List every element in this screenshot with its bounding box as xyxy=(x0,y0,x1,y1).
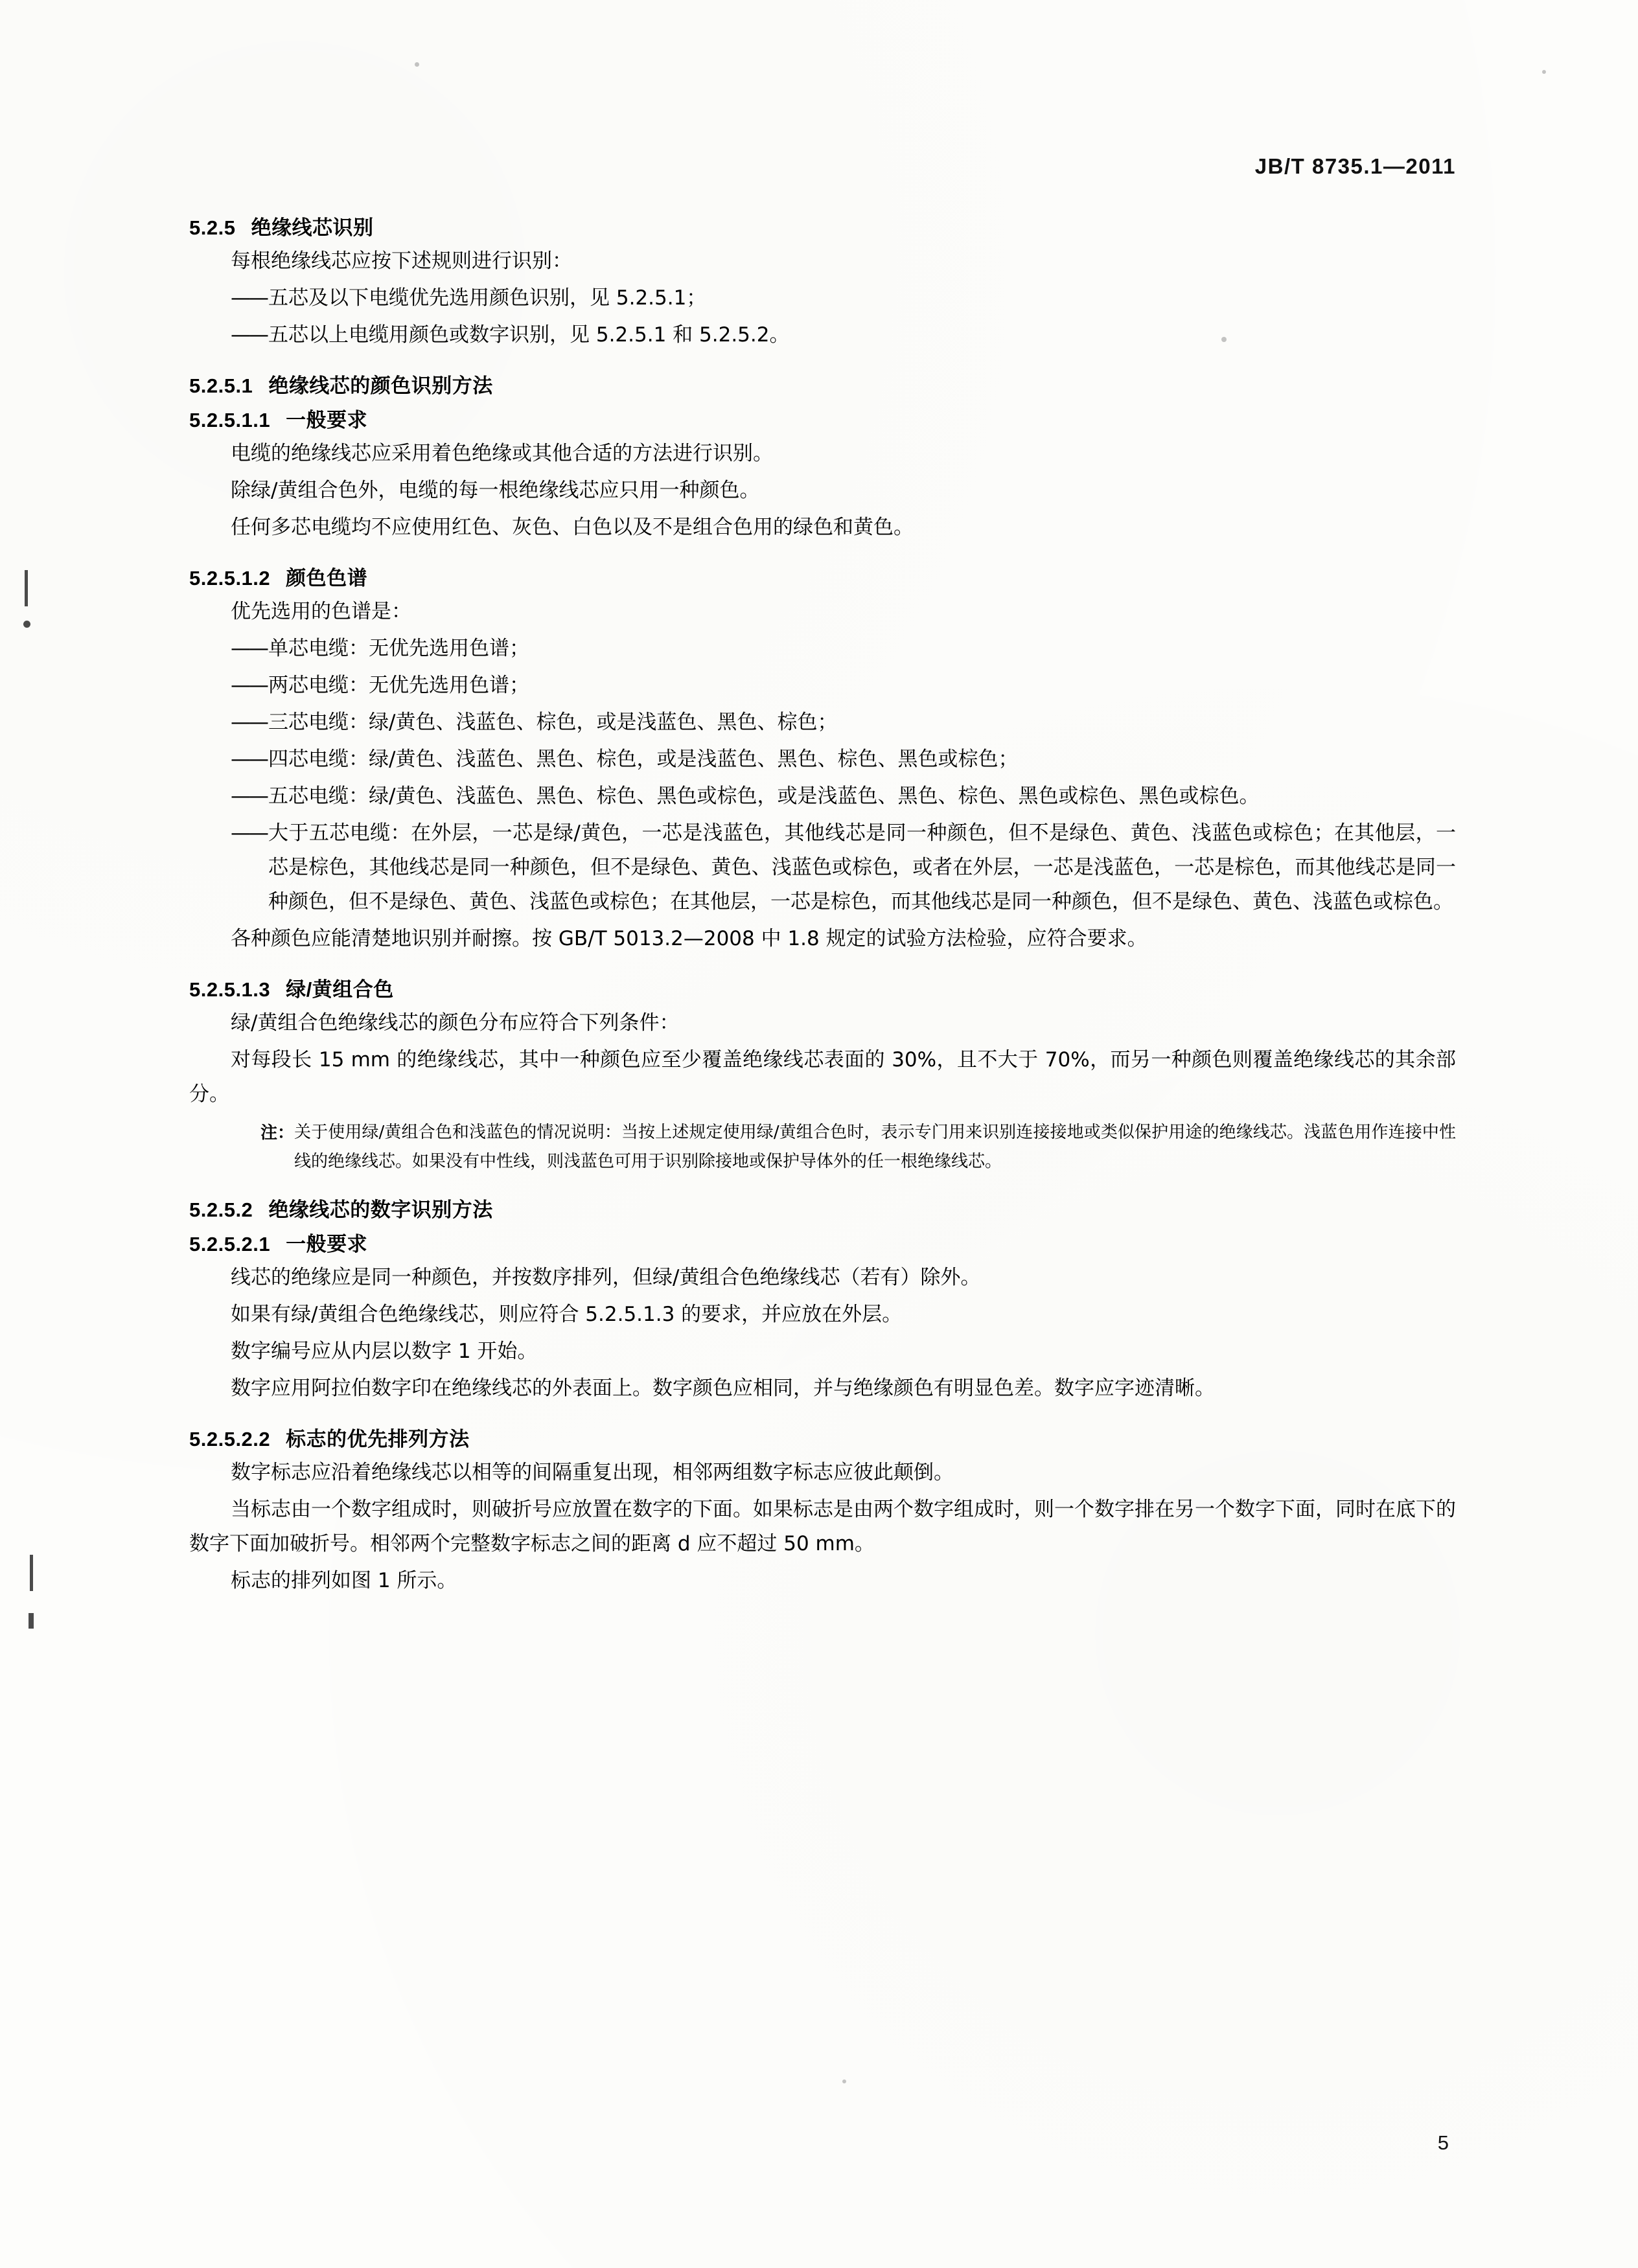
list-item-body: 在外层，一芯是绿/黄色，一芯是浅蓝色，其他线芯是同一种颜色，但不是绿色、黄色、浅蓝色或棕色；在其他层，一芯是棕色，其他线芯是同一种颜色，但不是绿色、黄色、浅蓝色或棕色，或者在外层，一芯是浅蓝色，一芯是棕色，而其他线芯是同一种颜色，但不是绿色、黄色、浅蓝色或棕色；在其他层，一芯是棕色，而其他线芯是同一种颜色，但不是绿色、黄色、浅蓝色或棕色。 xyxy=(268,821,1456,913)
scan-speck xyxy=(1542,70,1546,74)
list-item-lead: 两芯电缆： xyxy=(268,674,369,697)
heading-5-2-5-1-3 xyxy=(189,973,1456,1002)
dash-marker: —— xyxy=(231,711,267,734)
list-item-body: 绿/黄色、浅蓝色、黑色、棕色、黑色或棕色，或是浅蓝色、黑色、棕色、黑色或棕色、黑色或棕色。 xyxy=(369,785,1260,808)
paragraph: 如果有绿/黄组合色绝缘线芯，则应符合 5.2.5.1.3 的要求，并应放在外层。 xyxy=(231,1303,903,1326)
heading-title: 绝缘线芯的数字识别方法 xyxy=(268,1198,493,1221)
paragraph: 电缆的绝缘线芯应采用着色绝缘或其他合适的方法进行识别。 xyxy=(231,442,773,465)
heading-title: 标志的优先排列方法 xyxy=(286,1428,470,1450)
paragraph: 除绿/黄组合色外，电缆的每一根绝缘线芯应只用一种颜色。 xyxy=(231,479,760,502)
list-item-text xyxy=(268,779,1456,814)
list-item xyxy=(189,816,1456,919)
binding-dot-upper xyxy=(23,621,30,628)
paragraph: 数字应用阿拉伯数字印在绝缘线芯的外表面上。数字颜色应相同，并与绝缘颜色有明显色差。数字应字迹清晰。 xyxy=(231,1377,1215,1400)
dash-marker: —— xyxy=(231,286,267,310)
paragraph: 标志的排列如图 1 所示。 xyxy=(231,1569,457,1592)
paragraph: 任何多芯电缆均不应使用红色、灰色、白色以及不是组合色用的绿色和黄色。 xyxy=(231,516,914,539)
list-item xyxy=(189,779,1456,814)
list-item-text xyxy=(268,742,1456,777)
heading-number: 5.2.5.1 xyxy=(189,374,253,397)
list-item-body: 无优先选用色谱； xyxy=(369,674,529,697)
list-item-body: 绿/黄色、浅蓝色、黑色、棕色，或是浅蓝色、黑色、棕色、黑色或棕色； xyxy=(369,748,1019,771)
list-item xyxy=(189,742,1456,777)
page-header xyxy=(189,148,1456,194)
heading-title: 一般要求 xyxy=(286,409,368,431)
list-item-lead: 单芯电缆： xyxy=(268,637,369,660)
heading-title: 绿/黄组合色 xyxy=(286,978,394,1001)
heading-number: 5.2.5.1.3 xyxy=(189,978,271,1001)
heading-number: 5.2.5.1.1 xyxy=(189,409,271,431)
heading-title: 绝缘线芯的颜色识别方法 xyxy=(268,374,493,397)
heading-5-2-5-2-2 xyxy=(189,1423,1456,1452)
list-item-text xyxy=(268,669,1456,703)
list-item-lead: 四芯电缆： xyxy=(268,748,369,771)
dash-marker: —— xyxy=(231,785,267,808)
dash-marker: —— xyxy=(231,637,267,660)
list-item-body: 绿/黄色、浅蓝色、棕色，或是浅蓝色、黑色、棕色； xyxy=(369,711,838,734)
list-item-lead: 大于五芯电缆： xyxy=(268,821,411,845)
paragraph: 各种颜色应能清楚地识别并耐擦。按 GB/T 5013.2—2008 中 1.8 规定的试验方法检验，应符合要求。 xyxy=(231,927,1148,950)
list-item-text: 五芯及以下电缆优先选用颜色识别，见 5.2.5.1； xyxy=(268,286,707,310)
dash-marker: —— xyxy=(231,821,267,845)
paragraph: 线芯的绝缘应是同一种颜色，并按数序排列，但绿/黄组合色绝缘线芯（若有）除外。 xyxy=(231,1266,981,1289)
page-content xyxy=(189,148,1456,1598)
list-item xyxy=(189,705,1456,740)
heading-title: 颜色色谱 xyxy=(286,567,368,590)
heading-number: 5.2.5.1.2 xyxy=(189,567,271,590)
paragraph: 数字编号应从内层以数字 1 开始。 xyxy=(231,1340,538,1363)
paragraph: 数字标志应沿着绝缘线芯以相等的间隔重复出现，相邻两组数字标志应彼此颠倒。 xyxy=(231,1461,954,1484)
paragraph: 绿/黄组合色绝缘线芯的颜色分布应符合下列条件： xyxy=(231,1011,680,1035)
scan-speck xyxy=(842,2079,846,2083)
paragraph: 对每段长 15 mm 的绝缘线芯，其中一种颜色应至少覆盖绝缘线芯表面的 30%，且不大于 70%，而另一种颜色则覆盖绝缘线芯的其余部分。 xyxy=(189,1048,1456,1106)
heading-5-2-5-1 xyxy=(189,369,1456,398)
dash-marker: —— xyxy=(231,674,267,697)
heading-title: 绝缘线芯识别 xyxy=(251,216,374,239)
heading-number: 5.2.5 xyxy=(189,216,236,239)
list-item-lead: 五芯电缆： xyxy=(268,785,369,808)
paragraph: 优先选用的色谱是： xyxy=(231,600,411,623)
paragraph: 当标志由一个数字组成时，则破折号应放置在数字的下面。如果标志是由两个数字组成时，则一个数字排在另一个数字下面，同时在底下的数字下面加破折号。相邻两个完整数字标志之间的距离 d 应不超过 50 mm。 xyxy=(189,1498,1456,1555)
list-item xyxy=(189,318,1456,352)
list-item-text xyxy=(268,705,1456,740)
list-item-text: 五芯以上电缆用颜色或数字识别，见 5.2.5.1 和 5.2.5.2。 xyxy=(268,323,790,347)
binding-dot-lower xyxy=(29,1613,34,1629)
list-item-body: 无优先选用色谱； xyxy=(369,637,529,660)
heading-5-2-5 xyxy=(189,211,1456,240)
list-item-text xyxy=(268,816,1456,919)
heading-number: 5.2.5.2 xyxy=(189,1198,253,1221)
page-number: 5 xyxy=(1437,2131,1449,2154)
dash-marker: —— xyxy=(231,323,267,347)
binding-mark-lower xyxy=(30,1555,33,1591)
heading-number: 5.2.5.2.1 xyxy=(189,1233,271,1255)
note-text: 关于使用绿/黄组合色和浅蓝色的情况说明：当按上述规定使用绿/黄组合色时，表示专门用来识别连接接地或类似保护用途的绝缘线芯。浅蓝色用作连接中性线的绝缘线芯。如果没有中性线，则浅蓝色可用于识别除接地或保护导体外的任一根绝缘线芯。 xyxy=(294,1123,1456,1171)
list-item-text xyxy=(268,632,1456,666)
heading-5-2-5-1-1 xyxy=(189,404,1456,433)
note-block xyxy=(189,1118,1456,1176)
list-item xyxy=(189,632,1456,666)
heading-5-2-5-2 xyxy=(189,1193,1456,1222)
binding-mark-upper xyxy=(25,570,28,606)
scan-speck xyxy=(415,62,419,67)
list-item xyxy=(189,281,1456,315)
paragraph: 每根绝缘线芯应按下述规则进行识别： xyxy=(231,249,572,273)
dash-marker: —— xyxy=(231,748,267,771)
list-item-lead: 三芯电缆： xyxy=(268,711,369,734)
note-label: 注： xyxy=(260,1123,295,1142)
heading-5-2-5-1-2 xyxy=(189,562,1456,591)
heading-title: 一般要求 xyxy=(286,1233,368,1255)
standard-code: JB/T 8735.1—2011 xyxy=(1254,154,1456,178)
heading-5-2-5-2-1 xyxy=(189,1228,1456,1257)
list-item xyxy=(189,669,1456,703)
heading-number: 5.2.5.2.2 xyxy=(189,1428,271,1450)
